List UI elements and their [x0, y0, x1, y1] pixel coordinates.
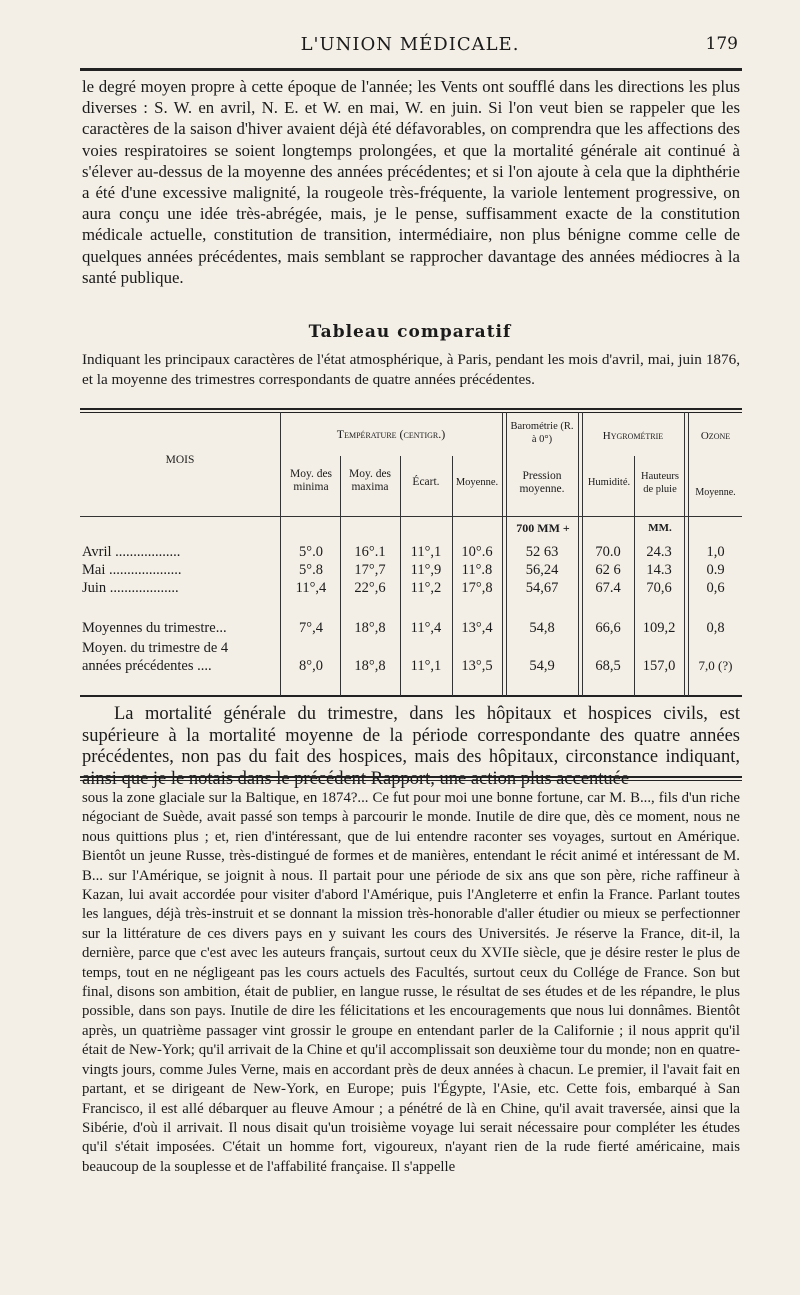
row-moyennes-humidite: 66,6: [595, 620, 621, 636]
row-juin-label: Juin ...................: [82, 580, 179, 596]
row-juin-moyenne: 17°,8: [461, 580, 493, 596]
row-avril-max: 16°.1: [354, 544, 386, 560]
table-title: Tableau comparatif: [308, 322, 512, 342]
table-top-rule: [80, 408, 742, 410]
row-mai-moyenne: 11°.8: [461, 562, 493, 578]
row-avril-pression: 52 63: [525, 544, 559, 560]
row-precedentes-label-2: années précédentes ....: [82, 658, 212, 674]
row-moyennes-moyenne: 13°,4: [461, 620, 493, 636]
row-moyennes-max: 18°,8: [354, 620, 386, 636]
col-divider: [502, 412, 503, 696]
row-avril-humidite: 70.0: [595, 544, 621, 560]
row-moyennes-label: Moyennes du trimestre...: [82, 620, 227, 636]
row-avril-label: Avril ..................: [82, 544, 181, 560]
row-juin-ozone: 0,6: [706, 580, 725, 596]
table-header-rule: [80, 516, 742, 517]
row-moyennes-pluie: 109,2: [642, 620, 676, 636]
page-header: [80, 32, 740, 62]
row-moyennes-ozone: 0,8: [706, 620, 725, 636]
table-caption: Indiquant les principaux caractères de l'état atmosphérique, à Paris, pendant les mois d'avril, mai, juin 1876, et la moyenne des trimestres correspondants de quatre années précédentes.: [82, 351, 740, 388]
row-moyennes-min: 7°,4: [299, 620, 323, 636]
row-mai-pluie: 14.3: [646, 562, 672, 578]
header-barometrie: Barométrie (R. à 0°): [510, 421, 574, 445]
row-avril-pluie: 24.3: [646, 544, 672, 560]
header-minima: Moy. des minima: [289, 468, 333, 493]
row-juin-ecart: 11°,2: [410, 580, 442, 596]
unit-rain: MM.: [648, 522, 672, 534]
feuilleton-paragraph: [82, 789, 740, 1177]
page-number: 179: [705, 34, 738, 54]
after-table-paragraph-text: La mortalité générale du trimestre, dans les hôpitaux et hospices civils, est supérieure à la mortalité moyenne de la période correspondante des quatre années précédentes, non pas du fait des hospices, mais des hôpitaux, circonstance indiquant, ainsi que je le notais dans le précédent Rapport, une action plus accentuée: [82, 704, 740, 789]
header-hygrometrie: Hygrométrie: [602, 430, 664, 442]
header-moyenne: Moyenne.: [455, 477, 499, 488]
header-pression: Pression moyenne.: [519, 470, 565, 495]
row-avril-moyenne: 10°.6: [461, 544, 493, 560]
running-title: L'UNION MÉDICALE.: [300, 34, 520, 55]
row-mai-max: 17°,7: [354, 562, 386, 578]
header-maxima: Moy. des maxima: [348, 468, 392, 493]
header-ozone-moyenne: Moyenne.: [695, 487, 736, 498]
row-avril-min: 5°.0: [299, 544, 323, 560]
row-mai-min: 5°.8: [299, 562, 323, 578]
row-precedentes-label-1: Moyen. du trimestre de 4: [82, 640, 229, 656]
row-precedentes-ecart: 11°,1: [410, 658, 442, 674]
row-precedentes-pluie: 157,0: [642, 658, 676, 674]
row-precedentes-moyenne: 13°,5: [461, 658, 493, 674]
row-mai-label: Mai ....................: [82, 562, 182, 578]
col-divider: [578, 412, 579, 696]
row-juin-humidite: 67.4: [595, 580, 621, 596]
table-top-rule-inner: [80, 412, 742, 413]
intro-paragraph: [82, 76, 740, 288]
header-mois: MOIS: [165, 454, 195, 466]
row-juin-min: 11°,4: [295, 580, 327, 596]
header-hauteurs-pluie: Hauteurs de pluie: [641, 471, 679, 495]
col-divider: [506, 412, 507, 696]
feuilleton-paragraph-text: sous la zone glaciale sur la Baltique, en 1874?... Ce fut pour moi une bonne fortune, car M. B..., fils d'un riche négociant de Suède, avait passé son temps à parcourir le monde. Inutile de dire que, dès ce moment, nous ne nous quittions plus ; et, rien d'intéressant, que de lui entendre raconter ses voyages, surtout en Amérique. Bientôt un jeune Russe, très-distingué de formes et de manières, entendant le récit animé et intéressant de M. B... sur l'Amérique, se joignit à nous. Il partait pour une période de six ans que son père, riche raffineur à Kazan, lui avait accordée pour visiter d'abord l'Amérique, puis l'Angleterre et enfin la France. Parlant toutes les langues, déjà très-instruit et se donnant la mission très-honorable d'aller étudier ou mieux se perfectionner sur la littérature de ces divers pays en y suivant les cours des Universités. Je réserve la France, dit-il, la dernière, parce que c'est avec les auteurs français, surtout ceux du XVIIe siècle, que je désire rester le plus de temps, tout en ne négligeant pas les cours actuels des Facultés, surtout ceux du Collége de France. Son but final, disons son ambition, était de publier, en langue russe, le résultat de ses études et de les répandre, le plus possible, dans son pays. Inutile de dire les félicitations et les encouragements que nous lui donnâmes. Bientôt après, un quatrième passager vint grossir le groupe en entendant parler de la Californie ; il nous apprit qu'il était de New-York; qu'il arrivait de la Chine et qu'il accomplissait son deuxième tour du monde; non en quatre-vingts jours, comme Jules Verne, mais en accordant près de deux années à chacun. Le premier, il l'avait fait en partant, et se dirigeant de New-York, en Europe; puis l'Égypte, l'Asie, etc. Cette fois, embarqué à San Francisco, il est allé débarquer au fleuve Amour ; a pénétré de là en Chine, qu'il avait traversée, ainsi que la Sibérie, d'où il arrivait. Il nous disait qu'un troisième voyage lui serait nécessaire pour compléter les études qu'il s'était imposées. C'était un homme fort, vigoureux, n'ayant rien de la rude fierté américaine, mais beaucoup de la souplesse et de l'affabilité française. Il s'appelle: [82, 790, 740, 1175]
header-ozone: Ozone: [700, 430, 731, 442]
row-precedentes-humidite: 68,5: [595, 658, 621, 674]
row-mai-humidite: 62 6: [595, 562, 621, 578]
header-temperature: Température (centigr.): [336, 427, 446, 441]
row-avril-ozone: 1,0: [706, 544, 725, 560]
row-avril-ecart: 11°,1: [410, 544, 442, 560]
feuilleton-separator: [80, 776, 742, 781]
intro-paragraph-text: le degré moyen propre à cette époque de l'année; les Vents ont soufflé dans les directions les plus diverses : S. W. en avril, N. E. et W. en mai, W. en juin. Si l'on veut bien se rappeler que les caractères de la saison d'hiver avaient déjà été défavorables, on comprendra que les affections des voies respiratoires se soient longtemps prolongées, et que la mortalité générale ait continué à s'élever au-dessus de la moyenne des années précédentes; et si l'on ajoute à cela que la diphthérie a été d'une excessive malignité, la rougeole très-fréquente, la variole lentement progressive, on aura conçu une idée très-abrégée, mais, je le pense, suffisamment exacte de la constitution médicale actuelle, constitution de transition, intermédiaire, non plus bénigne comme celle de quelques années précédentes, mais semblant se rapprocher davantage des années médiocres à la santé publique.: [82, 77, 740, 287]
row-mai-ecart: 11°,9: [410, 562, 442, 578]
header-ecart: Écart.: [412, 476, 440, 488]
header-rule: [80, 68, 742, 71]
row-juin-max: 22°,6: [354, 580, 386, 596]
row-moyennes-pression: 54,8: [529, 620, 555, 636]
header-humidite: Humidité.: [587, 477, 631, 488]
row-juin-pluie: 70,6: [646, 580, 672, 596]
row-mai-ozone: 0.9: [706, 562, 725, 578]
row-precedentes-min: 8°,0: [299, 658, 323, 674]
col-divider: [684, 412, 685, 696]
row-precedentes-pression: 54,9: [529, 658, 555, 674]
table-bottom-rule: [80, 695, 742, 697]
row-moyennes-ecart: 11°,4: [410, 620, 442, 636]
row-juin-pression: 54,67: [525, 580, 559, 596]
row-precedentes-ozone: 7,0 (?): [698, 658, 733, 673]
row-precedentes-max: 18°,8: [354, 658, 386, 674]
row-mai-pression: 56,24: [525, 562, 559, 578]
col-divider: [280, 412, 281, 696]
unit-pressure: 700 MM +: [516, 521, 570, 535]
weather-table: [80, 408, 742, 698]
